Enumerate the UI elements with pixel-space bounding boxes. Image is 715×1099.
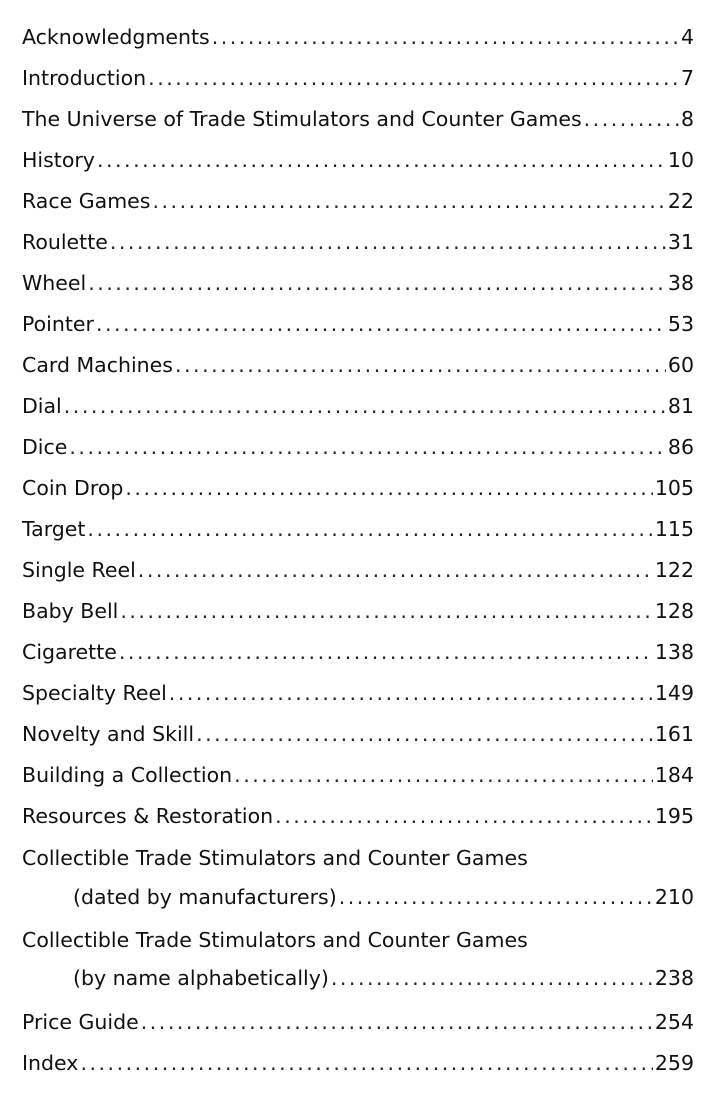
toc-entry-title: Target	[22, 517, 86, 541]
dot-leader	[331, 963, 653, 993]
toc-entry-title: Race Games	[22, 189, 151, 213]
dot-leader	[275, 801, 653, 831]
toc-entry-dated-by-manufacturers[interactable]	[73, 882, 694, 912]
toc-entry-page: 8	[680, 107, 694, 131]
toc-entry-page: 259	[654, 1051, 694, 1075]
toc-entry-page: 4	[680, 25, 694, 49]
dot-leader	[110, 227, 666, 257]
dot-leader	[141, 1007, 653, 1037]
toc-entry-page: 81	[667, 394, 694, 418]
toc-entry-page: 53	[667, 312, 694, 336]
toc-entry-wheel[interactable]	[22, 268, 694, 298]
dot-leader	[97, 145, 666, 175]
toc-entry-page: 7	[680, 66, 694, 90]
dot-leader	[584, 104, 679, 134]
toc-entry-page: 149	[654, 681, 694, 705]
dot-leader	[196, 719, 653, 749]
dot-leader	[125, 473, 652, 503]
toc-entry-title: Card Machines	[22, 353, 173, 377]
toc-entry-dial[interactable]	[22, 391, 694, 421]
toc-entry-page: 60	[667, 353, 694, 377]
toc-entry-title: Building a Collection	[22, 763, 233, 787]
toc-entry-title: Resources & Restoration	[22, 804, 274, 828]
toc-entry-pointer[interactable]	[22, 309, 694, 339]
toc-entry-title: Single Reel	[22, 558, 136, 582]
dot-leader	[64, 391, 666, 421]
toc-entry-heading: Collectible Trade Stimulators and Counter Games	[22, 846, 528, 870]
toc-entry-title: (dated by manufacturers)	[73, 885, 337, 909]
toc-entry-title: Pointer	[22, 312, 94, 336]
dot-leader	[175, 350, 666, 380]
toc-entry-page: 86	[667, 435, 694, 459]
toc-entry-resources-restoration[interactable]	[22, 801, 694, 831]
toc-entry-title: Baby Bell	[22, 599, 119, 623]
toc-entry-price-guide[interactable]	[22, 1007, 694, 1037]
dot-leader	[169, 678, 653, 708]
toc-entry-race-games[interactable]	[22, 186, 694, 216]
toc-entry-cigarette[interactable]	[22, 637, 694, 667]
toc-entry-page: 210	[654, 885, 694, 909]
toc-entry-page: 10	[667, 148, 694, 172]
toc-entry-novelty-and-skill[interactable]	[22, 719, 694, 749]
toc-entry-title: Dice	[22, 435, 68, 459]
toc-entry-page: 195	[654, 804, 694, 828]
toc-entry-page: 122	[654, 558, 694, 582]
toc-entry-title: Wheel	[22, 271, 87, 295]
toc-entry-specialty-reel[interactable]	[22, 678, 694, 708]
toc-entry-title: Acknowledgments	[22, 25, 210, 49]
toc-entry-by-name-alphabetically[interactable]	[73, 963, 694, 993]
toc-entry-page: 161	[654, 722, 694, 746]
toc-entry-page: 38	[667, 271, 694, 295]
dot-leader	[96, 309, 666, 339]
toc-entry-acknowledgments[interactable]	[22, 22, 694, 52]
toc-entry-page: 22	[667, 189, 694, 213]
toc-entry-title: Roulette	[22, 230, 108, 254]
toc-entry-title: History	[22, 148, 95, 172]
toc-entry-title: Dial	[22, 394, 62, 418]
toc-entry-building-a-collection[interactable]	[22, 760, 694, 790]
toc-entry-title: (by name alphabetically)	[73, 966, 329, 990]
toc-entry-title: The Universe of Trade Stimulators and Counter Games	[22, 107, 582, 131]
dot-leader	[87, 514, 652, 544]
toc-entry-baby-bell[interactable]	[22, 596, 694, 626]
toc-entry-title: Coin Drop	[22, 476, 124, 500]
toc-entry-title: Specialty Reel	[22, 681, 167, 705]
toc-entry-universe[interactable]	[22, 104, 694, 134]
dot-leader	[148, 63, 679, 93]
toc-entry-roulette[interactable]	[22, 227, 694, 257]
toc-entry-page: 238	[654, 966, 694, 990]
dot-leader	[80, 1048, 652, 1078]
toc-entry-page: 105	[654, 476, 694, 500]
toc-entry-introduction[interactable]	[22, 63, 694, 93]
dot-leader	[119, 637, 653, 667]
toc-entry-title: Introduction	[22, 66, 147, 90]
dot-leader	[152, 186, 665, 216]
toc-entry-history[interactable]	[22, 145, 694, 175]
toc-entry-page: 184	[654, 763, 694, 787]
toc-entry-dice[interactable]	[22, 432, 694, 462]
toc-entry-page: 128	[654, 599, 694, 623]
toc-entry-target[interactable]	[22, 514, 694, 544]
toc-entry-title: Price Guide	[22, 1010, 139, 1034]
toc-entry-page: 115	[654, 517, 694, 541]
toc-entry-coin-drop[interactable]	[22, 473, 694, 503]
toc-entry-single-reel[interactable]	[22, 555, 694, 585]
dot-leader	[138, 555, 653, 585]
toc-entry-page: 254	[654, 1010, 694, 1034]
toc-entry-title: Index	[22, 1051, 79, 1075]
dot-leader	[120, 596, 653, 626]
dot-leader	[339, 882, 653, 912]
toc-entry-heading: Collectible Trade Stimulators and Counter Games	[22, 928, 528, 952]
toc-entry-title: Cigarette	[22, 640, 117, 664]
toc-entry-index[interactable]	[22, 1048, 694, 1078]
dot-leader	[88, 268, 666, 298]
dot-leader	[212, 22, 679, 52]
toc-entry-card-machines[interactable]	[22, 350, 694, 380]
dot-leader	[234, 760, 653, 790]
toc-entry-page: 31	[667, 230, 694, 254]
toc-entry-title: Novelty and Skill	[22, 722, 195, 746]
dot-leader	[69, 432, 666, 462]
toc-entry-page: 138	[654, 640, 694, 664]
